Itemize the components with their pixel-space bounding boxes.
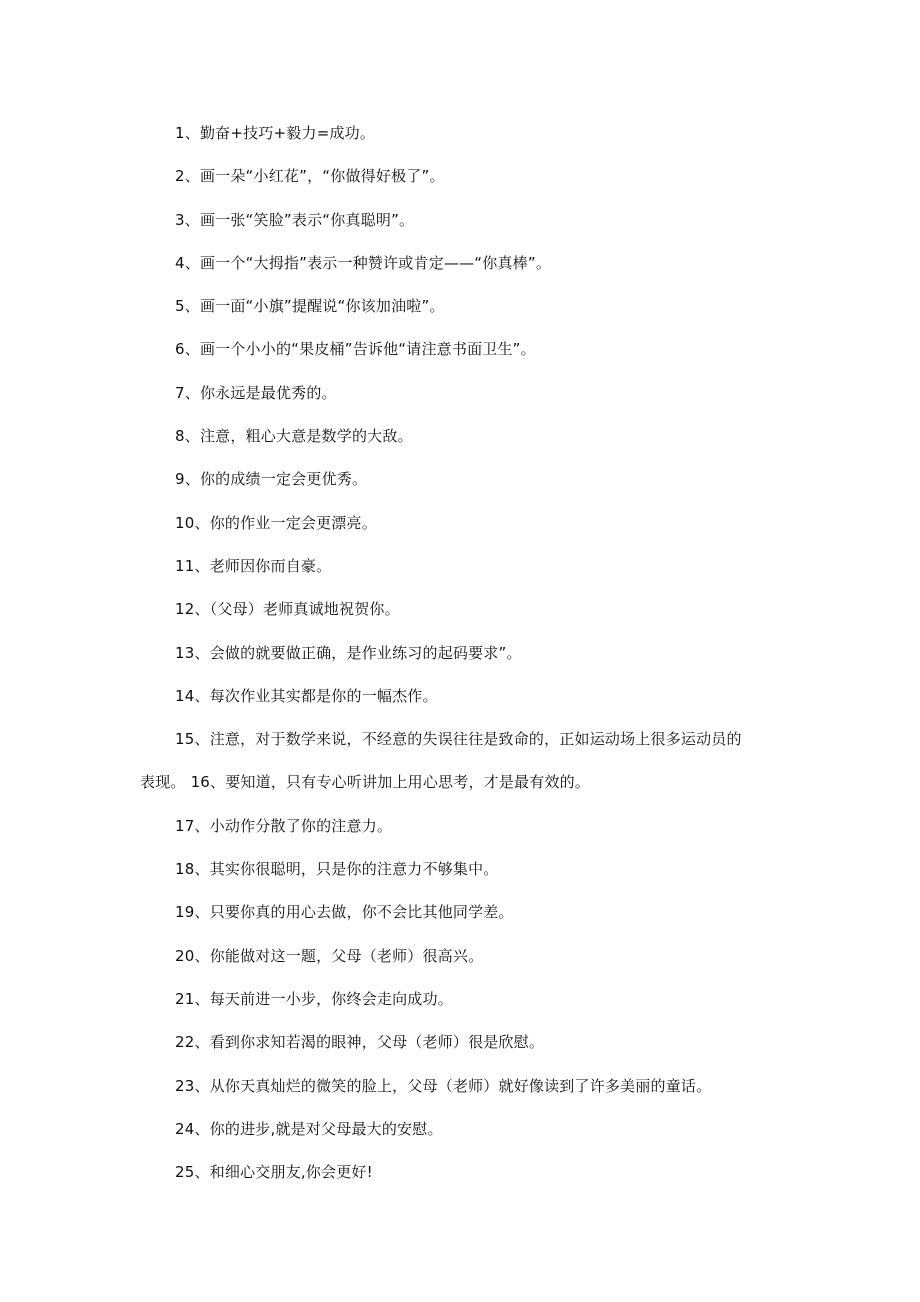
list-item [0, 848, 920, 891]
item-text: 注意，粗心大意是数学的大敌。 [199, 427, 413, 446]
list-item [0, 199, 920, 242]
item-number: 6、 [175, 340, 200, 359]
item-number: 23、 [175, 1076, 210, 1095]
item-number: 9、 [175, 470, 200, 489]
item-number: 20、 [175, 946, 210, 965]
item-number: 15、 [175, 730, 210, 749]
item-text: 从你天真灿烂的微笑的脸上，父母（老师）就好像读到了许多美丽的童话。 [209, 1076, 712, 1095]
item-number: 5、 [175, 297, 200, 316]
list-item-continuation [0, 761, 920, 804]
list-item [0, 1021, 920, 1064]
item-number: 2、 [175, 167, 200, 186]
item-text: 每次作业其实都是你的一幅杰作。 [209, 686, 438, 705]
item-text: 画一张“笑脸”表示“你真聪明”。 [199, 210, 415, 229]
item-text: 你的成绩一定会更优秀。 [199, 470, 368, 489]
item-number: 25、 [175, 1163, 210, 1182]
list-item [0, 458, 920, 501]
list-item [0, 285, 920, 328]
list-item [0, 328, 920, 371]
list-item [0, 891, 920, 934]
item-number: 13、 [175, 643, 210, 662]
item-number: 12、 [175, 600, 210, 619]
item-number: 18、 [175, 860, 210, 879]
item-text: 会做的就要做正确，是作业练习的起码要求”。 [209, 643, 522, 662]
list-item [0, 545, 920, 588]
item-text: 画一朵“小红花”，“你做得好极了”。 [199, 167, 445, 186]
list-item [0, 805, 920, 848]
list-item [0, 1151, 920, 1194]
encouragement-list [0, 112, 920, 1194]
list-item [0, 978, 920, 1021]
item-text: 你的进步,就是对父母最大的安慰。 [209, 1119, 443, 1138]
item-number: 3、 [175, 210, 200, 229]
item-number: 8、 [175, 427, 200, 446]
item-number: 10、 [175, 513, 210, 532]
item-text: 表现。 16、要知道，只有专心听讲加上用心思考，才是最有效的。 [140, 773, 591, 792]
list-item [0, 718, 920, 761]
item-number: 24、 [175, 1119, 210, 1138]
item-text: 注意，对于数学来说，不经意的失误往往是致命的，正如运动场上很多运动员的 [209, 730, 742, 749]
list-item [0, 372, 920, 415]
list-item [0, 935, 920, 978]
item-text: 画一个“大拇指”表示一种赞许或肯定——“你真棒”。 [199, 253, 552, 272]
item-text: 小动作分散了你的注意力。 [209, 816, 393, 835]
list-item [0, 675, 920, 718]
list-item [0, 415, 920, 458]
item-number: 1、 [175, 124, 200, 142]
item-number: 22、 [175, 1033, 210, 1052]
list-item [0, 588, 920, 631]
item-text: 老师因你而自豪。 [209, 556, 332, 575]
item-text: 看到你求知若渴的眼神，父母（老师）很是欣慰。 [209, 1033, 545, 1052]
list-item [0, 502, 920, 545]
list-item [0, 632, 920, 675]
item-number: 19、 [175, 903, 210, 922]
item-text: 画一个小小的“果皮桶”告诉他“请注意书面卫生”。 [199, 340, 536, 359]
item-text: 和细心交朋友,你会更好! [209, 1163, 373, 1182]
item-number: 17、 [175, 816, 210, 835]
item-text: 你的作业一定会更漂亮。 [209, 513, 377, 532]
item-text: 每天前进一小步，你终会走向成功。 [209, 989, 453, 1008]
list-item [0, 155, 920, 198]
item-number: 21、 [175, 989, 210, 1008]
list-item [0, 112, 920, 155]
item-number: 7、 [175, 383, 200, 402]
item-text: 画一面“小旗”提醒说“你该加油啦”。 [199, 297, 445, 316]
list-item [0, 1065, 920, 1108]
item-number: 4、 [175, 253, 200, 272]
item-text: 其实你很聪明，只是你的注意力不够集中。 [209, 860, 499, 879]
item-text: 勤奋+技巧+毅力=成功。 [199, 124, 376, 142]
item-text: 只要你真的用心去做，你不会比其他同学差。 [209, 903, 514, 922]
item-text: （父母）老师真诚地祝贺你。 [209, 600, 400, 619]
item-text: 你能做对这一题，父母（老师）很高兴。 [209, 946, 484, 965]
list-item [0, 1108, 920, 1151]
item-number: 14、 [175, 686, 210, 705]
item-number: 11、 [175, 556, 210, 575]
list-item [0, 242, 920, 285]
item-text: 你永远是最优秀的。 [199, 383, 337, 402]
